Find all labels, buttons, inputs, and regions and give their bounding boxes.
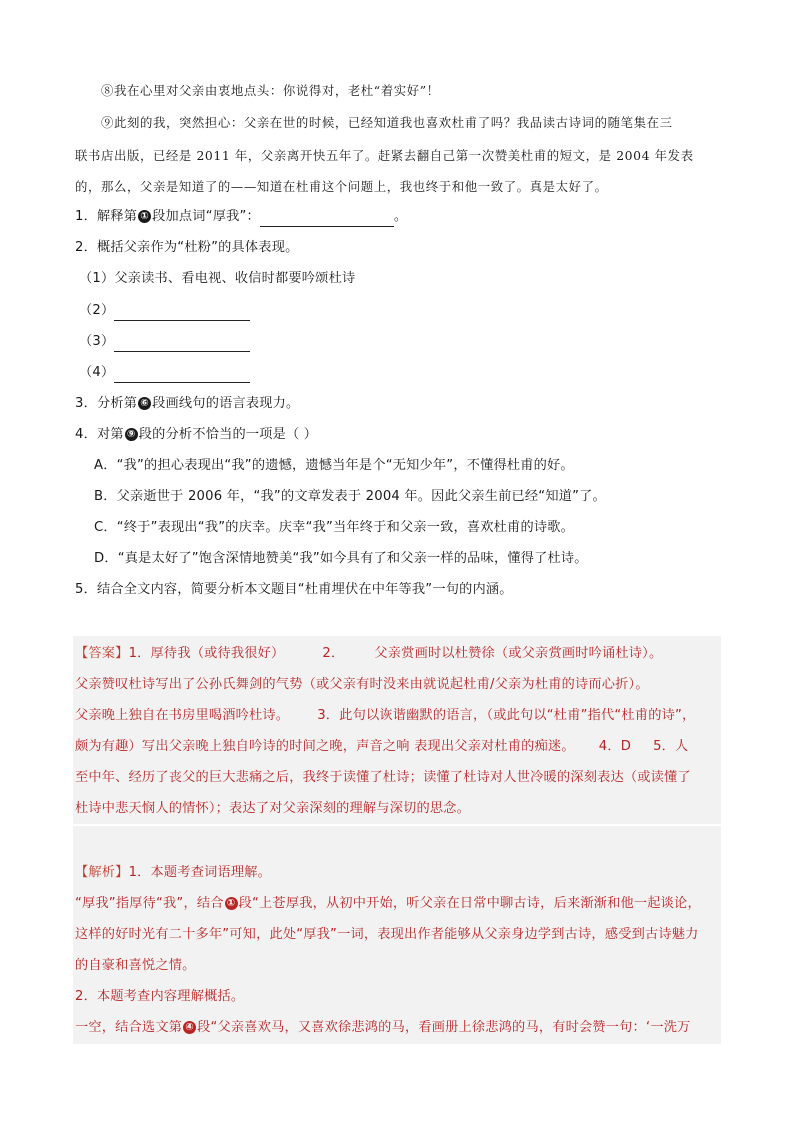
option-b: B．父亲逝世于 2006 年，“我”的文章发表于 2004 年。因此父亲生前已经“知道”了。 (94, 489, 606, 504)
passage-paragraph-9-line3: 的，那么，父亲是知道了的——知道在杜甫这个问题上，我也终于和他一致了。真是太好了。 (75, 179, 608, 194)
answer-box (73, 636, 721, 824)
question-2-item-3: （3） (79, 332, 729, 352)
answer-line-5: 至中年、经历了丧父的巨大悲痛之后，我终于读懂了杜诗；读懂了杜诗对人世冷暖的深刻表达（或读懂了 (75, 770, 691, 785)
question-4: 4．对第 ⑨ 段的分析不恰当的一项是（ ） (75, 427, 318, 442)
circle-number: ① (225, 897, 238, 910)
question-5: 5．结合全文内容，简要分析本文题目“杜甫埋伏在中年等我”一句的内涵。 (75, 582, 513, 597)
blank-line (114, 368, 250, 383)
question-1: 1．解释第 ① 段加点词“厚我”： 。 (75, 207, 725, 227)
passage-paragraph-9-line1: ⑨此刻的我，突然担心：父亲在世的时候，已经知道我也喜欢杜甫了吗？我品读古诗词的随笔集在三 (101, 115, 673, 130)
passage-paragraph-8: ⑧我在心里对父亲由衷地点头：你说得对，老杜“着实好”！ (101, 83, 440, 98)
answer-tag: 【答案】 (75, 646, 129, 661)
question-2-item-4: （4） (79, 363, 729, 383)
answer-line-6: 杜诗中悲天悯人的情怀）；表达了对父亲深刻的理解与深切的思念。 (75, 801, 471, 816)
answer-line-1: 【答案】1．厚待我（或待我很好） 2． 父亲赏画时以杜赞徐（或父亲赏画时吟诵杜诗）。 (75, 646, 663, 661)
blank-line (114, 306, 250, 321)
circle-number: ④ (183, 1021, 196, 1034)
analysis-line-5: 2．本题考查内容理解概括。 (75, 989, 245, 1004)
option-c: C．“终于”表现出“我”的庆幸。庆幸“我”当年终于和父亲一致，喜欢杜甫的诗歌。 (94, 520, 574, 535)
analysis-line-2: “厚我”指厚待“我”，结合 ① 段“上苍厚我，从初中开始，听父亲在日常中聊古诗，后来渐渐和他一起谈论， (75, 896, 701, 911)
question-2: 2．概括父亲作为“杜粉”的具体表现。 (75, 240, 299, 255)
option-a: A．“我”的担心表现出“我”的遗憾，遗憾当年是个“无知少年”，不懂得杜甫的好。 (94, 458, 574, 473)
blank-line (114, 337, 250, 352)
answer-line-4: 颇为有趣）写出父亲晚上独自吟诗的时间之晚，声音之响 表现出父亲对杜甫的痴迷。 4．D 5．人 (75, 739, 689, 754)
option-d: D．“真是太好了”饱含深情地赞美“我”如今具有了和父亲一样的品味，懂得了杜诗。 (94, 551, 588, 566)
circle-number: ① (138, 210, 151, 223)
question-2-item-2: （2） (79, 301, 729, 321)
answer-line-3: 父亲晚上独自在书房里喝酒吟杜诗。 3．此句以诙谐幽默的语言，（或此句以“杜甫”指代“杜甫的诗”， (75, 708, 696, 723)
analysis-tag: 【解析】 (75, 865, 129, 880)
blank-line (260, 212, 394, 227)
circle-number: ⑨ (125, 428, 138, 441)
analysis-line-6: 一空，结合选文第 ④ 段“父亲喜欢马，又喜欢徐悲鸿的马，看画册上徐悲鸿的马，有时会赞一句：‘一洗万 (75, 1020, 691, 1035)
analysis-line-4: 的自豪和喜悦之情。 (75, 958, 196, 973)
answer-line-2: 父亲赞叹杜诗写出了公孙氏舞剑的气势（或父亲有时没来由就说起杜甫/父亲为杜甫的诗而心折）。 (75, 677, 649, 692)
analysis-line-1: 【解析】1．本题考查词语理解。 (75, 865, 272, 880)
passage-paragraph-9-line2: 联书店出版，已经是 2011 年，父亲离开快五年了。赶紧去翻自己第一次赞美杜甫的短文，是 2004 年发表 (75, 148, 694, 163)
question-2-item-1: （1）父亲读书、看电视、收信时都要吟颂杜诗 (79, 271, 356, 286)
question-3: 3．分析第 ⑥ 段画线句的语言表现力。 (75, 396, 300, 411)
analysis-line-3: 这样的好时光有二十多年”可知，此处“厚我”一词，表现出作者能够从父亲身边学到古诗，感受到古诗魅力 (75, 927, 699, 942)
circle-number: ⑥ (138, 397, 151, 410)
